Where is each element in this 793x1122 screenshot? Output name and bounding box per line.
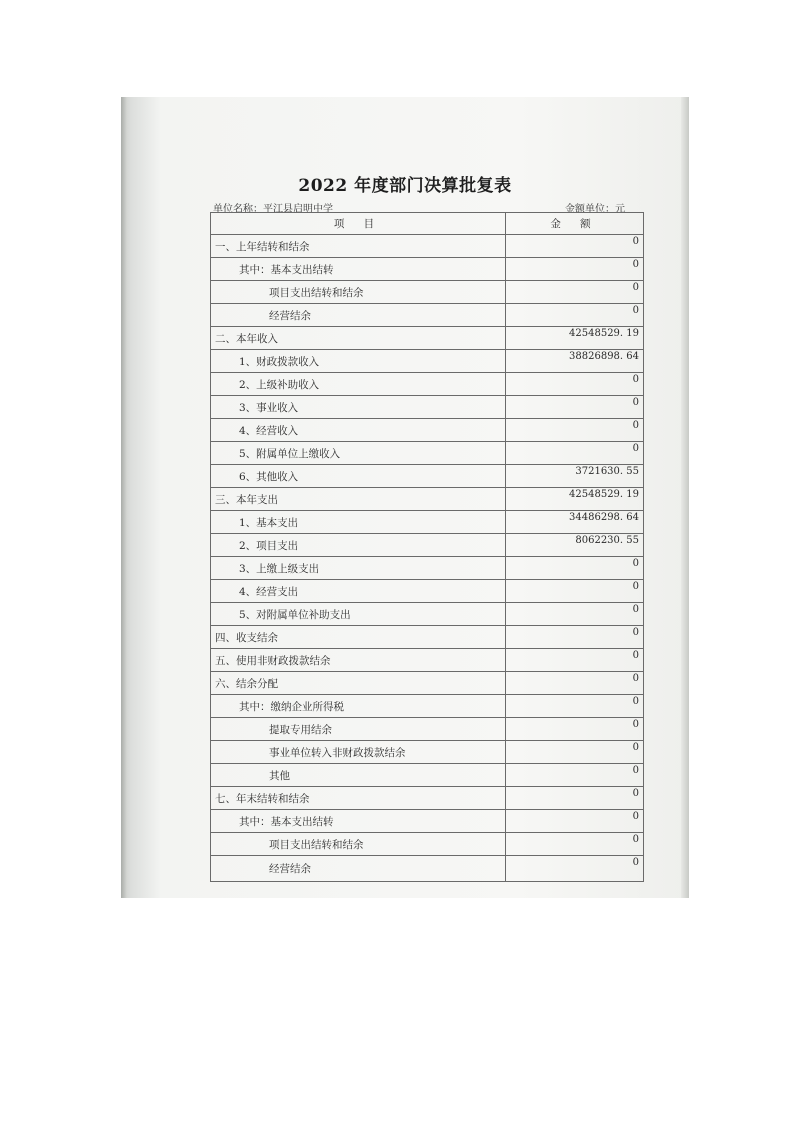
table-header-row (211, 213, 644, 235)
row-amount: 0 (506, 258, 644, 281)
table-row (211, 350, 644, 373)
row-amount: 0 (506, 557, 644, 580)
row-label: 1、财政拨款收入 (211, 350, 506, 373)
row-label: 6、其他收入 (211, 465, 506, 488)
table-row (211, 718, 644, 741)
row-label: 其他 (211, 764, 506, 787)
table-row (211, 580, 644, 603)
row-amount: 0 (506, 396, 644, 419)
row-amount: 0 (506, 718, 644, 741)
row-label: 5、附属单位上缴收入 (211, 442, 506, 465)
row-amount: 0 (506, 764, 644, 787)
table-row (211, 396, 644, 419)
row-amount: 0 (506, 603, 644, 626)
row-label: 2、上级补助收入 (211, 373, 506, 396)
row-label: 一、上年结转和结余 (211, 235, 506, 258)
row-label: 3、上缴上级支出 (211, 557, 506, 580)
row-amount: 0 (506, 373, 644, 396)
table-row (211, 741, 644, 764)
table-row (211, 603, 644, 626)
paper-shadow-left (121, 97, 127, 898)
table-row (211, 810, 644, 833)
table-row (211, 672, 644, 695)
paper-shadow-right (681, 97, 689, 898)
document-photo (121, 97, 689, 898)
row-label: 项目支出结转和结余 (211, 281, 506, 304)
row-label: 3、事业收入 (211, 396, 506, 419)
row-label: 4、经营收入 (211, 419, 506, 442)
table-row (211, 373, 644, 396)
row-amount: 0 (506, 833, 644, 856)
row-label: 六、结余分配 (211, 672, 506, 695)
table-row (211, 258, 644, 281)
row-label: 经营结余 (211, 304, 506, 327)
row-amount: 8062230. 55 (506, 534, 644, 557)
row-amount: 0 (506, 787, 644, 810)
row-amount: 42548529. 19 (506, 327, 644, 350)
budget-table (210, 212, 644, 882)
row-amount: 42548529. 19 (506, 488, 644, 511)
row-label: 事业单位转入非财政拨款结余 (211, 741, 506, 764)
row-label: 5、对附属单位补助支出 (211, 603, 506, 626)
row-amount: 0 (506, 810, 644, 833)
row-label: 其中：基本支出结转 (211, 810, 506, 833)
table-row (211, 442, 644, 465)
row-label: 其中：缴纳企业所得税 (211, 695, 506, 718)
table-row (211, 833, 644, 856)
row-amount: 3721630. 55 (506, 465, 644, 488)
row-amount: 0 (506, 281, 644, 304)
row-label: 其中：基本支出结转 (211, 258, 506, 281)
row-label: 三、本年支出 (211, 488, 506, 511)
table-row (211, 649, 644, 672)
document-title: 2022 年度部门决算批复表 (298, 176, 512, 196)
row-label: 1、基本支出 (211, 511, 506, 534)
row-amount: 0 (506, 442, 644, 465)
table-row (211, 534, 644, 557)
row-label: 七、年末结转和结余 (211, 787, 506, 810)
row-label: 四、收支结余 (211, 626, 506, 649)
table-row (211, 419, 644, 442)
row-label: 4、经营支出 (211, 580, 506, 603)
header-amount: 金 额 (506, 213, 644, 235)
row-amount: 0 (506, 235, 644, 258)
row-amount: 34486298. 64 (506, 511, 644, 534)
row-label: 2、项目支出 (211, 534, 506, 557)
table-row (211, 465, 644, 488)
row-label: 五、使用非财政拨款结余 (211, 649, 506, 672)
row-amount: 0 (506, 580, 644, 603)
table-row (211, 787, 644, 810)
table-row (211, 327, 644, 350)
row-label: 提取专用结余 (211, 718, 506, 741)
table-row (211, 626, 644, 649)
table-row (211, 511, 644, 534)
row-amount: 0 (506, 304, 644, 327)
unit-name: 单位名称：平江县启明中学 (213, 204, 333, 215)
row-amount: 0 (506, 672, 644, 695)
row-label: 二、本年收入 (211, 327, 506, 350)
row-amount: 38826898. 64 (506, 350, 644, 373)
table-row (211, 557, 644, 580)
row-amount: 0 (506, 695, 644, 718)
row-amount: 0 (506, 856, 644, 882)
table-row (211, 764, 644, 787)
table-row (211, 281, 644, 304)
row-label: 项目支出结转和结余 (211, 833, 506, 856)
table-row (211, 856, 644, 882)
table-row (211, 695, 644, 718)
table-row (211, 235, 644, 258)
amount-unit: 金额单位：元 (565, 204, 625, 215)
table-row (211, 488, 644, 511)
row-label: 经营结余 (211, 856, 506, 882)
row-amount: 0 (506, 741, 644, 764)
header-item: 项 目 (211, 213, 506, 235)
row-amount: 0 (506, 626, 644, 649)
table-row (211, 304, 644, 327)
row-amount: 0 (506, 419, 644, 442)
row-amount: 0 (506, 649, 644, 672)
